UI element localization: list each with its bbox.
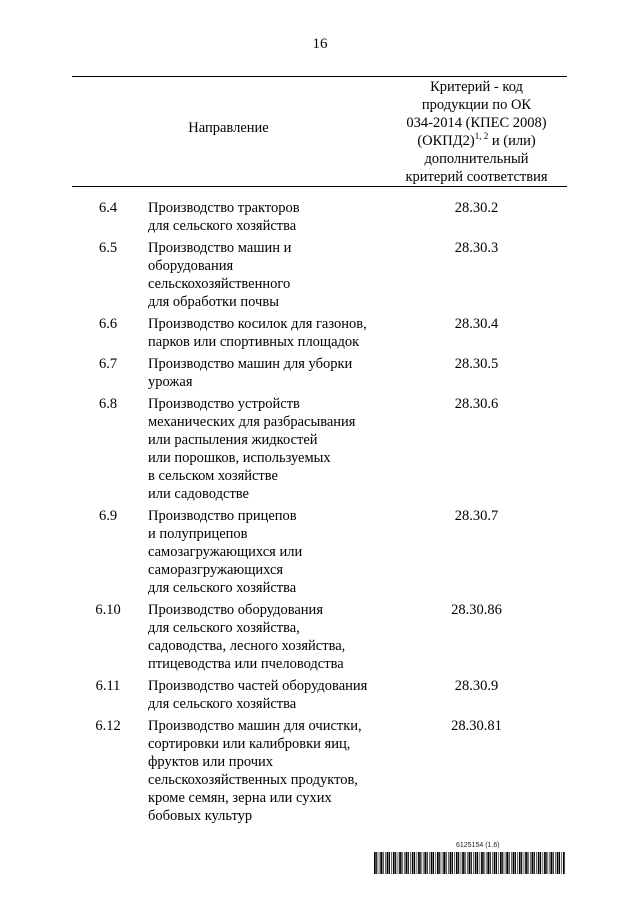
barcode-bar: [417, 852, 418, 874]
barcode-bar: [393, 852, 395, 874]
barcode-bar: [500, 852, 502, 874]
row-direction-line: Производство устройств: [148, 396, 300, 412]
row-direction-name: [148, 395, 388, 503]
row-direction-line: для сельского хозяйства: [148, 580, 297, 596]
row-number: 6.7: [98, 356, 118, 372]
header-criterion-line: критерий соответствия: [405, 169, 548, 185]
barcode-bar: [515, 852, 516, 874]
barcode-bar: [380, 852, 382, 874]
barcode-bar: [544, 852, 546, 874]
row-direction-name: [148, 355, 388, 391]
row-direction-name: [148, 601, 388, 673]
barcode-bar: [509, 852, 510, 874]
barcode-bar: [492, 852, 493, 874]
barcode-bar: [486, 852, 487, 874]
barcode-bar: [521, 852, 522, 874]
barcode-bar: [502, 852, 503, 874]
barcode-bar: [469, 852, 471, 874]
row-direction-line: Производство частей оборудования: [148, 678, 368, 694]
barcode-bar: [532, 852, 534, 874]
table-body: [0, 199, 640, 829]
table-row: [0, 239, 640, 311]
barcode-bar: [464, 852, 465, 874]
barcode-bar: [389, 852, 390, 874]
header-criterion-line: Критерий - код: [430, 79, 523, 95]
row-direction-name: [148, 315, 388, 351]
barcode-bar: [410, 852, 411, 874]
row-direction-line: механических для разбрасывания: [148, 414, 356, 430]
table-row: [0, 315, 640, 351]
table-row: [0, 601, 640, 673]
barcode-bar: [563, 852, 565, 874]
header-criterion: [386, 78, 567, 186]
table-top-rule: [72, 76, 567, 77]
barcode-bar: [498, 852, 499, 874]
row-direction-name: [148, 199, 388, 235]
row-direction-line: или порошков, используемых: [148, 450, 331, 466]
row-direction-line: Производство машин для уборки: [148, 356, 353, 372]
row-direction-line: Производство прицепов: [148, 508, 297, 524]
row-number: 6.11: [95, 678, 121, 694]
table-header-rule: [72, 186, 567, 187]
row-direction-line: садоводства, лесного хозяйства,: [148, 638, 346, 654]
barcode-bar: [543, 852, 544, 874]
barcode-bar: [423, 852, 424, 874]
row-direction-line: оборудования: [148, 258, 234, 274]
barcode-bar: [437, 852, 439, 874]
barcode-bar: [395, 852, 396, 874]
row-direction-line: Производство косилок для газонов,: [148, 316, 367, 332]
barcode-bar: [433, 852, 434, 874]
barcode-bar: [406, 852, 408, 874]
table-row: [0, 507, 640, 597]
table-row: [0, 677, 640, 713]
table-row: [0, 199, 640, 235]
row-number: 6.5: [98, 240, 118, 256]
barcode-bar: [412, 852, 414, 874]
barcode-bar: [427, 852, 428, 874]
row-number: 6.4: [98, 200, 118, 216]
barcode-bar: [475, 852, 477, 874]
barcode-bar: [431, 852, 433, 874]
barcode-bar: [467, 852, 468, 874]
header-direction: Направление: [188, 120, 269, 136]
barcode-bar: [546, 852, 547, 874]
barcode-bar: [534, 852, 535, 874]
row-okpd-code: 28.30.9: [454, 678, 499, 694]
row-direction-line: для сельского хозяйства,: [148, 620, 300, 636]
document-code: 6125154 (1.6): [456, 842, 500, 849]
table-row: [0, 355, 640, 391]
row-direction-line: для сельского хозяйства: [148, 218, 297, 234]
barcode-bar: [387, 852, 389, 874]
row-direction-line: и полуприцепов: [148, 526, 248, 542]
barcode-bar: [553, 852, 554, 874]
row-number: 6.9: [98, 508, 118, 524]
barcode-bar: [538, 852, 540, 874]
barcode-bar: [414, 852, 415, 874]
barcode-bar: [519, 852, 521, 874]
row-direction-line: для обработки почвы: [148, 294, 279, 310]
barcode-bar: [404, 852, 405, 874]
table-row: [0, 395, 640, 503]
barcode-bar: [540, 852, 541, 874]
barcode-bar: [376, 852, 377, 874]
row-okpd-code: 28.30.7: [454, 508, 499, 524]
barcode-bar: [496, 852, 497, 874]
barcode-bar: [442, 852, 443, 874]
barcode-bar: [401, 852, 402, 874]
row-okpd-code: 28.30.4: [454, 316, 499, 332]
barcode-bar: [385, 852, 386, 874]
barcode-bar: [559, 852, 560, 874]
barcode-bar: [456, 852, 458, 874]
barcode-bar: [379, 852, 380, 874]
row-direction-line: птицеводства или пчеловодства: [148, 656, 344, 672]
barcode-bar: [408, 852, 409, 874]
row-direction-line: парков или спортивных площадок: [148, 334, 360, 350]
barcode: [374, 852, 566, 874]
barcode-bar: [435, 852, 436, 874]
header-criterion-line: дополнительный: [424, 151, 529, 167]
row-direction-line: в сельском хозяйстве: [148, 468, 278, 484]
barcode-bar: [418, 852, 420, 874]
row-okpd-code: 28.30.6: [454, 396, 499, 412]
barcode-bar: [398, 852, 399, 874]
barcode-bar: [490, 852, 491, 874]
barcode-bar: [550, 852, 552, 874]
barcode-bar: [483, 852, 484, 874]
header-criterion-okpd: (ОКПД2): [417, 133, 475, 149]
barcode-bar: [480, 852, 481, 874]
barcode-bar: [391, 852, 392, 874]
row-number: 6.6: [98, 316, 118, 332]
row-okpd-code: 28.30.81: [451, 718, 502, 734]
row-direction-line: сельскохозяйственных продуктов,: [148, 772, 358, 788]
barcode-bar: [446, 852, 447, 874]
row-number: 6.8: [98, 396, 118, 412]
header-criterion-okpd-suffix: и (или): [488, 133, 536, 149]
row-number: 6.10: [95, 602, 121, 618]
barcode-bar: [530, 852, 531, 874]
barcode-bar: [561, 852, 562, 874]
row-direction-line: бобовых культур: [148, 808, 253, 824]
row-direction-line: Производство машин для очистки,: [148, 718, 362, 734]
row-okpd-code: 28.30.86: [451, 602, 502, 618]
row-direction-name: [148, 717, 388, 825]
barcode-bar: [494, 852, 496, 874]
barcode-bar: [448, 852, 449, 874]
row-direction-name: [148, 507, 388, 597]
barcode-bar: [452, 852, 453, 874]
row-direction-line: для сельского хозяйства: [148, 696, 297, 712]
barcode-bar: [505, 852, 506, 874]
barcode-bar: [420, 852, 421, 874]
barcode-bar: [513, 852, 515, 874]
barcode-bar: [443, 852, 445, 874]
row-direction-line: саморазгружающихся: [148, 562, 284, 578]
barcode-bar: [527, 852, 528, 874]
row-direction-line: сортировки или калибровки яиц,: [148, 736, 351, 752]
barcode-bar: [477, 852, 478, 874]
barcode-bar: [399, 852, 401, 874]
row-direction-line: Производство оборудования: [148, 602, 323, 618]
barcode-bar: [487, 852, 489, 874]
barcode-bar: [481, 852, 483, 874]
barcode-bar: [429, 852, 430, 874]
row-direction-line: фруктов или прочих: [148, 754, 273, 770]
row-direction-name: [148, 677, 388, 713]
barcode-bar: [454, 852, 455, 874]
row-direction-line: самозагружающихся или: [148, 544, 303, 560]
barcode-bar: [450, 852, 452, 874]
header-criterion-line: 034-2014 (КПЕС 2008): [406, 115, 547, 131]
row-okpd-code: 28.30.3: [454, 240, 499, 256]
barcode-bar: [555, 852, 556, 874]
row-direction-line: кроме семян, зерна или сухих: [148, 790, 332, 806]
barcode-bar: [557, 852, 559, 874]
barcode-bar: [374, 852, 376, 874]
row-direction-name: [148, 239, 388, 311]
barcode-bar: [439, 852, 440, 874]
row-okpd-code: 28.30.2: [454, 200, 499, 216]
header-criterion-line: продукции по ОК: [421, 97, 532, 113]
footnote-ref: 1, 2: [474, 131, 489, 142]
row-direction-line: Производство тракторов: [148, 200, 300, 216]
barcode-bar: [511, 852, 512, 874]
row-direction-line: или садоводстве: [148, 486, 249, 502]
row-okpd-code: 28.30.5: [454, 356, 499, 372]
row-direction-line: или распыления жидкостей: [148, 432, 318, 448]
barcode-bar: [461, 852, 462, 874]
barcode-bar: [471, 852, 472, 874]
barcode-bar: [473, 852, 474, 874]
barcode-bar: [424, 852, 426, 874]
barcode-bar: [524, 852, 525, 874]
row-direction-line: Производство машин и: [148, 240, 292, 256]
barcode-bar: [458, 852, 459, 874]
barcode-bar: [549, 852, 550, 874]
header-criterion-okpd-line: [386, 132, 567, 150]
page-number: 16: [312, 36, 328, 52]
row-direction-line: урожая: [148, 374, 193, 390]
row-number: 6.12: [95, 718, 121, 734]
barcode-bar: [462, 852, 464, 874]
barcode-bar: [383, 852, 384, 874]
row-direction-line: сельскохозяйственного: [148, 276, 291, 292]
table-row: [0, 717, 640, 825]
barcode-bar: [506, 852, 508, 874]
barcode-bar: [536, 852, 537, 874]
barcode-bar: [517, 852, 518, 874]
barcode-bar: [525, 852, 527, 874]
